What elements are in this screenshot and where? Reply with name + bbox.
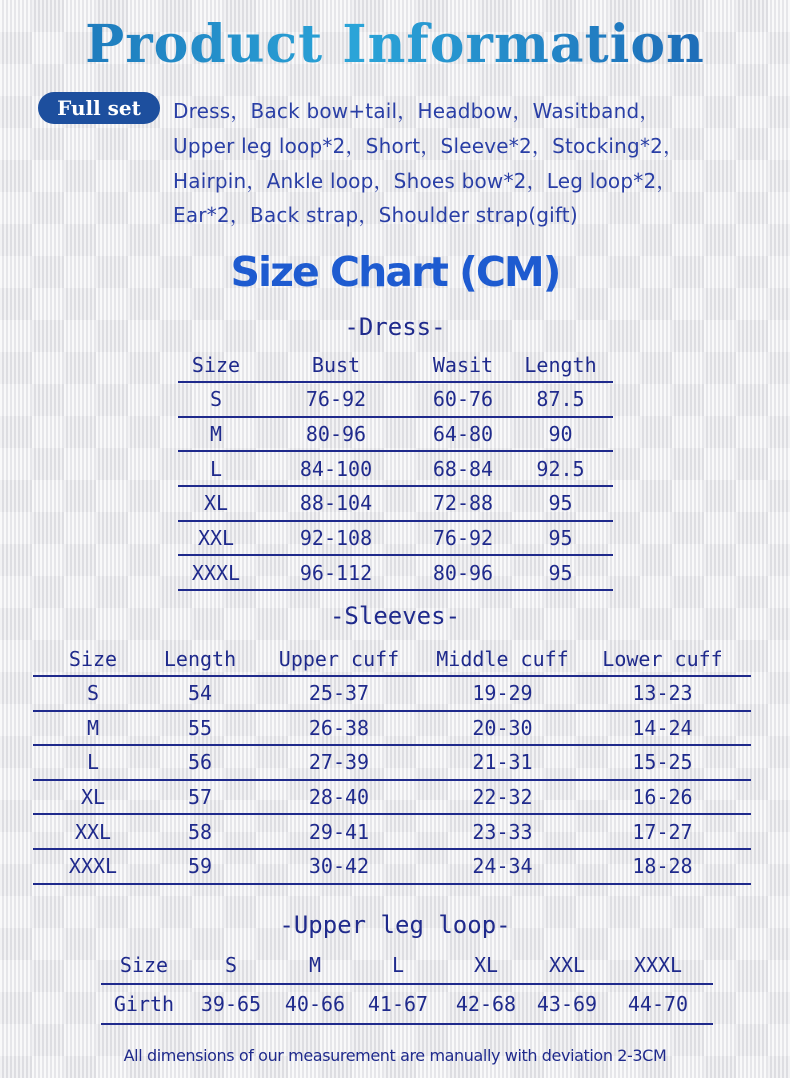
table-cell: 41-67: [355, 984, 441, 1024]
table-cell: 55: [153, 711, 247, 746]
table-cell: 23-33: [431, 814, 574, 849]
full-set-line: Upper leg loop*2，Short，Sleeve*2，Stocking*2，: [173, 134, 684, 158]
table-cell: M: [178, 417, 254, 452]
table-cell: 84-100: [254, 451, 418, 486]
table-cell: 58: [153, 814, 247, 849]
table-cell: 28-40: [247, 780, 431, 815]
full-set-line: Dress，Back bow+tail，Headbow，Wasitband，: [173, 99, 660, 123]
table-cell: 30-42: [247, 849, 431, 884]
table-cell: 44-70: [603, 984, 713, 1024]
table-header-row: [101, 946, 713, 984]
table-cell: 13-23: [574, 676, 751, 711]
dress-section-title: -Dress-: [344, 313, 446, 341]
upper-leg-loop-table: [101, 946, 713, 1025]
column-header: Upper cuff: [247, 642, 431, 676]
table-cell: 76-92: [254, 382, 418, 417]
table-cell: 57: [153, 780, 247, 815]
table-cell: M: [33, 711, 153, 746]
table-cell: 19-29: [431, 676, 574, 711]
table-cell: 40-66: [275, 984, 355, 1024]
table-cell: 80-96: [254, 417, 418, 452]
table-cell: 76-92: [418, 521, 508, 556]
table-cell: 60-76: [418, 382, 508, 417]
table-cell: 21-31: [431, 745, 574, 780]
table-cell: 68-84: [418, 451, 508, 486]
table-cell: 72-88: [418, 486, 508, 521]
table-cell: 26-38: [247, 711, 431, 746]
table-cell: 25-37: [247, 676, 431, 711]
table-row: [178, 555, 613, 590]
sleeves-section-title: -Sleeves-: [329, 602, 461, 630]
table-cell: S: [178, 382, 254, 417]
table-cell: 17-27: [574, 814, 751, 849]
column-header: Bust: [254, 348, 418, 382]
table-cell: L: [355, 946, 441, 984]
table-cell: XL: [178, 486, 254, 521]
table-cell: 92.5: [508, 451, 613, 486]
table-header-row: [33, 642, 751, 676]
table-cell: 43-69: [531, 984, 603, 1024]
column-header: Middle cuff: [431, 642, 574, 676]
page-title: Product Information: [0, 14, 790, 75]
column-header: Size: [178, 348, 254, 382]
table-cell: L: [33, 745, 153, 780]
table-cell: 14-24: [574, 711, 751, 746]
table-cell: 87.5: [508, 382, 613, 417]
column-header: Wasit: [418, 348, 508, 382]
table-cell: XL: [33, 780, 153, 815]
table-cell: XXXL: [33, 849, 153, 884]
table-cell: XXL: [33, 814, 153, 849]
row-header: Size: [101, 946, 187, 984]
table-cell: 27-39: [247, 745, 431, 780]
upper-leg-loop-section-title: -Upper leg loop-: [279, 911, 511, 939]
table-cell: 16-26: [574, 780, 751, 815]
size-chart-title: Size Chart (CM): [230, 248, 560, 296]
table-cell: 15-25: [574, 745, 751, 780]
column-header: Lower cuff: [574, 642, 751, 676]
row-header: Girth: [101, 984, 187, 1024]
table-cell: 39-65: [187, 984, 275, 1024]
table-cell: 96-112: [254, 555, 418, 590]
full-set-line: Hairpin，Ankle loop，Shoes bow*2，Leg loop*2，: [173, 169, 677, 193]
table-cell: 20-30: [431, 711, 574, 746]
table-row: [101, 984, 713, 1024]
table-row: [33, 745, 751, 780]
table-row: [178, 521, 613, 556]
column-header: Length: [153, 642, 247, 676]
table-cell: S: [33, 676, 153, 711]
table-cell: 95: [508, 486, 613, 521]
table-cell: 64-80: [418, 417, 508, 452]
table-cell: S: [187, 946, 275, 984]
column-header: Length: [508, 348, 613, 382]
table-cell: XXL: [531, 946, 603, 984]
table-cell: 22-32: [431, 780, 574, 815]
table-row: [33, 676, 751, 711]
table-row: [178, 451, 613, 486]
full-set-line: Ear*2，Back strap，Shoulder strap(gift): [173, 203, 578, 227]
table-row: [178, 382, 613, 417]
table-cell: 80-96: [418, 555, 508, 590]
table-cell: 24-34: [431, 849, 574, 884]
table-cell: 95: [508, 521, 613, 556]
table-cell: XL: [441, 946, 531, 984]
table-cell: 56: [153, 745, 247, 780]
dress-size-table: [178, 348, 613, 591]
table-row: [178, 486, 613, 521]
table-cell: 29-41: [247, 814, 431, 849]
measurement-note: All dimensions of our measurement are manually with deviation 2-3CM: [123, 1046, 667, 1065]
table-cell: M: [275, 946, 355, 984]
table-cell: 54: [153, 676, 247, 711]
table-row: [33, 780, 751, 815]
table-row: [33, 814, 751, 849]
table-cell: XXXL: [603, 946, 713, 984]
table-cell: XXXL: [178, 555, 254, 590]
table-cell: 88-104: [254, 486, 418, 521]
table-header-row: [178, 348, 613, 382]
table-cell: 18-28: [574, 849, 751, 884]
sleeves-size-table: [33, 642, 751, 885]
table-row: [178, 417, 613, 452]
full-set-badge: Full set: [38, 92, 160, 124]
table-cell: 42-68: [441, 984, 531, 1024]
table-row: [33, 711, 751, 746]
table-cell: 92-108: [254, 521, 418, 556]
table-cell: 95: [508, 555, 613, 590]
table-cell: 90: [508, 417, 613, 452]
table-row: [33, 849, 751, 884]
table-cell: 59: [153, 849, 247, 884]
column-header: Size: [33, 642, 153, 676]
table-cell: XXL: [178, 521, 254, 556]
table-cell: L: [178, 451, 254, 486]
